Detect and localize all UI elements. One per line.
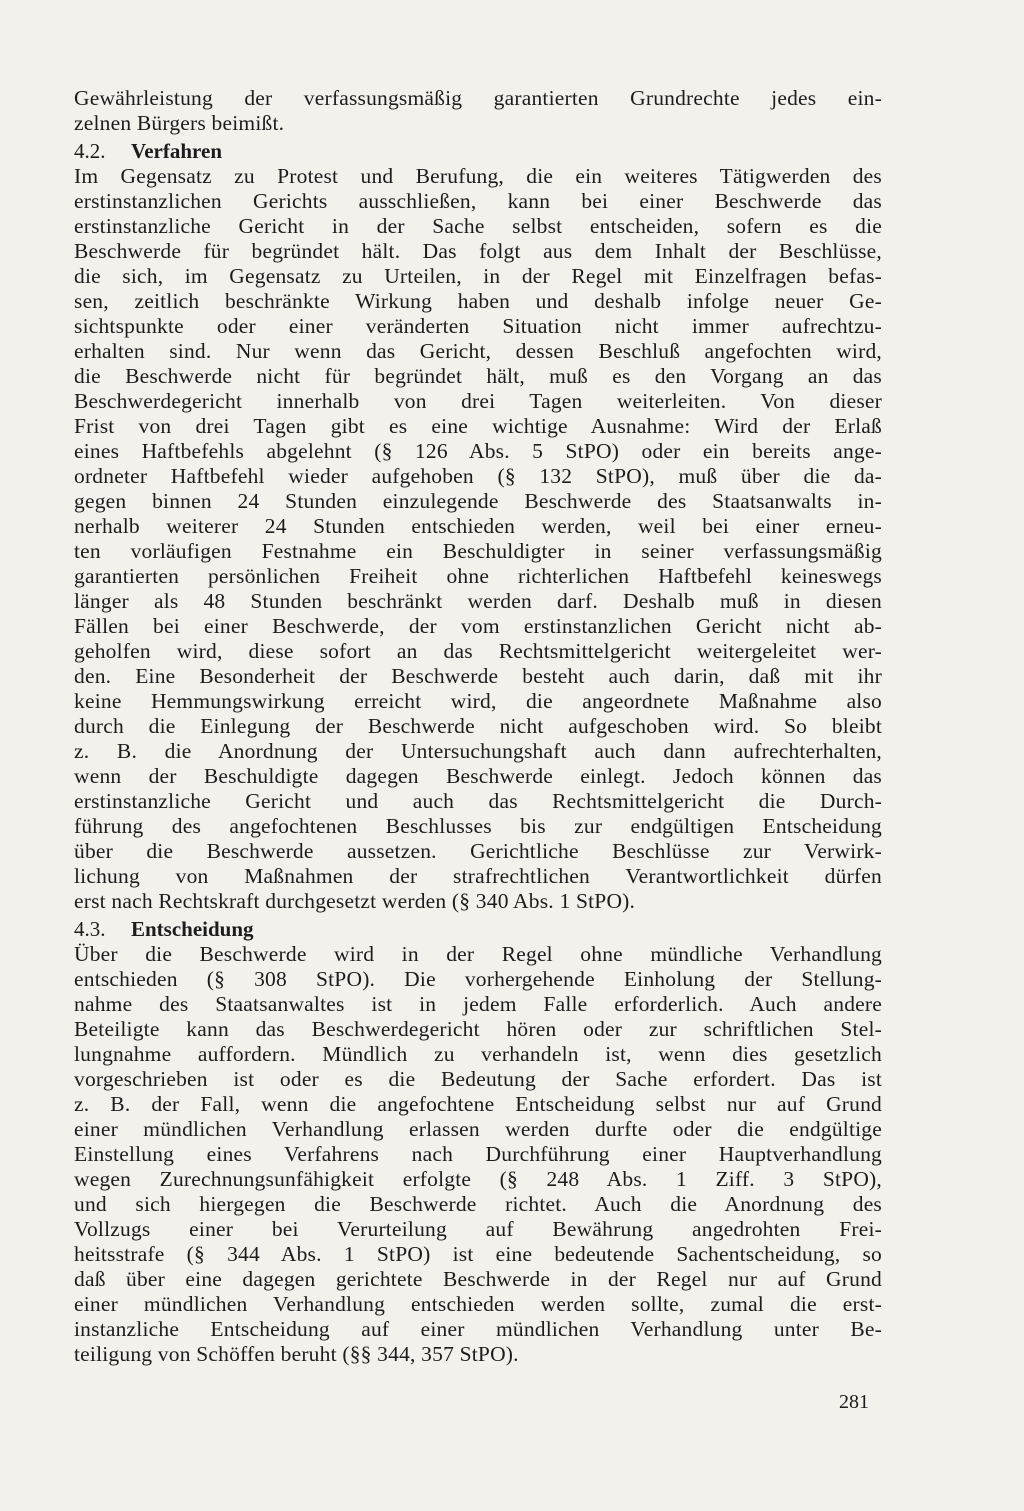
text-line: Frist von drei Tagen gibt es eine wichtige Ausnahme: Wird der Erlaß xyxy=(74,414,882,438)
text-line: die sich, im Gegensatz zu Urteilen, in der Regel mit Einzelfragen befas- xyxy=(74,264,882,288)
text-line: Beschwerde für begründet hält. Das folgt aus dem Inhalt der Beschlüsse, xyxy=(74,239,882,263)
text-line: länger als 48 Stunden beschränkt werden darf. Deshalb muß in diesen xyxy=(74,589,882,613)
text-line: teiligung von Schöffen beruht (§§ 344, 357 StPO). xyxy=(74,1342,519,1366)
text-line: die Beschwerde nicht für begründet hält, muß es den Vorgang an das xyxy=(74,364,882,388)
text-line: lichung von Maßnahmen der strafrechtlichen Verantwortlichkeit dürfen xyxy=(74,864,882,888)
text-line: Beschwerdegericht innerhalb von drei Tagen weiterleiten. Von dieser xyxy=(74,389,882,413)
text-line: erst nach Rechtskraft durchgesetzt werden (§ 340 Abs. 1 StPO). xyxy=(74,889,636,913)
text-line: entschieden (§ 308 StPO). Die vorhergehende Einholung der Stellung- xyxy=(74,967,882,991)
section-heading-verfahren xyxy=(74,139,882,164)
text-line: nerhalb weiterer 24 Stunden entschieden werden, weil bei einer erneu- xyxy=(74,514,882,538)
text-line: z. B. der Fall, wenn die angefochtene Entscheidung selbst nur auf Grund xyxy=(74,1092,882,1116)
page-number: 281 xyxy=(839,1391,869,1413)
text-line: vorgeschrieben ist oder es die Bedeutung der Sache erfordert. Das ist xyxy=(74,1067,882,1091)
section-number: 4.3. xyxy=(74,917,106,941)
text-line: Gewährleistung der verfassungsmäßig garantierten Grundrechte jedes ein- xyxy=(74,86,882,110)
text-line: den. Eine Besonderheit der Beschwerde besteht auch darin, daß mit ihr xyxy=(74,664,882,688)
text-line: ordneter Haftbefehl wieder aufgehoben (§ 132 StPO), muß über die da- xyxy=(74,464,882,488)
text-line: Vollzugs einer bei Verurteilung auf Bewährung angedrohten Frei- xyxy=(74,1217,882,1241)
text-line: Fällen bei einer Beschwerde, der vom erstinstanzlichen Gericht nicht ab- xyxy=(74,614,882,638)
text-line: erstinstanzliche Gericht in der Sache selbst entscheiden, sofern es die xyxy=(74,214,882,238)
text-line: gegen binnen 24 Stunden einzulegende Beschwerde des Staatsanwalts in- xyxy=(74,489,882,513)
text-line: Über die Beschwerde wird in der Regel ohne mündliche Verhandlung xyxy=(74,942,882,966)
text-line: keine Hemmungswirkung erreicht wird, die angeordnete Maßnahme also xyxy=(74,689,882,713)
text-line: einer mündlichen Verhandlung erlassen werden durfte oder die endgültige xyxy=(74,1117,882,1141)
text-line: erstinstanzliche Gericht und auch das Rechtsmittelgericht die Durch- xyxy=(74,789,882,813)
text-line: einer mündlichen Verhandlung entschieden werden sollte, zumal die erst- xyxy=(74,1292,882,1316)
text-line: geholfen wird, diese sofort an das Rechtsmittelgericht weitergeleitet wer- xyxy=(74,639,882,663)
text-line: führung des angefochtenen Beschlusses bis zur endgültigen Entscheidung xyxy=(74,814,882,838)
text-line: lungnahme auffordern. Mündlich zu verhandeln ist, wenn dies gesetzlich xyxy=(74,1042,882,1066)
text-line: über die Beschwerde aussetzen. Gerichtliche Beschlüsse zur Verwirk- xyxy=(74,839,882,863)
text-line: nahme des Staatsanwaltes ist in jedem Falle erforderlich. Auch andere xyxy=(74,992,882,1016)
document-page xyxy=(74,86,882,1367)
text-line: Einstellung eines Verfahrens nach Durchführung einer Hauptverhandlung xyxy=(74,1142,882,1166)
section-number: 4.2. xyxy=(74,139,106,163)
text-line: sen, zeitlich beschränkte Wirkung haben und deshalb infolge neuer Ge- xyxy=(74,289,882,313)
section-body-entscheidung xyxy=(74,942,882,1367)
text-line: und sich hiergegen die Beschwerde richtet. Auch die Anordnung des xyxy=(74,1192,882,1216)
text-line: eines Haftbefehls abgelehnt (§ 126 Abs. 5 StPO) oder ein bereits ange- xyxy=(74,439,882,463)
text-line: zelnen Bürgers beimißt. xyxy=(74,111,285,135)
section-body-verfahren xyxy=(74,164,882,914)
text-line: heitsstrafe (§ 344 Abs. 1 StPO) ist eine bedeutende Sachentscheidung, so xyxy=(74,1242,882,1266)
section-title: Entscheidung xyxy=(131,917,254,941)
text-line: wenn der Beschuldigte dagegen Beschwerde einlegt. Jedoch können das xyxy=(74,764,882,788)
text-line: garantierten persönlichen Freiheit ohne richterlichen Haftbefehl keineswegs xyxy=(74,564,882,588)
intro-paragraph xyxy=(74,86,882,136)
text-line: wegen Zurechnungsunfähigkeit erfolgte (§ 248 Abs. 1 Ziff. 3 StPO), xyxy=(74,1167,882,1191)
text-line: Beteiligte kann das Beschwerdegericht hören oder zur schriftlichen Stel- xyxy=(74,1017,882,1041)
text-line: durch die Einlegung der Beschwerde nicht aufgeschoben wird. So bleibt xyxy=(74,714,882,738)
text-line: sichtspunkte oder einer veränderten Situation nicht immer aufrechtzu- xyxy=(74,314,882,338)
text-line: instanzliche Entscheidung auf einer mündlichen Verhandlung unter Be- xyxy=(74,1317,882,1341)
text-line: daß über eine dagegen gerichtete Beschwerde in der Regel nur auf Grund xyxy=(74,1267,882,1291)
text-line: z. B. die Anordnung der Untersuchungshaft auch dann aufrechterhalten, xyxy=(74,739,882,763)
text-line: Im Gegensatz zu Protest und Berufung, die ein weiteres Tätigwerden des xyxy=(74,164,882,188)
text-line: ten vorläufigen Festnahme ein Beschuldigter in seiner verfassungsmäßig xyxy=(74,539,882,563)
text-line: erstinstanzlichen Gerichts ausschließen, kann bei einer Beschwerde das xyxy=(74,189,882,213)
text-line: erhalten sind. Nur wenn das Gericht, dessen Beschluß angefochten wird, xyxy=(74,339,882,363)
section-heading-entscheidung xyxy=(74,917,882,942)
section-title: Verfahren xyxy=(131,139,222,163)
